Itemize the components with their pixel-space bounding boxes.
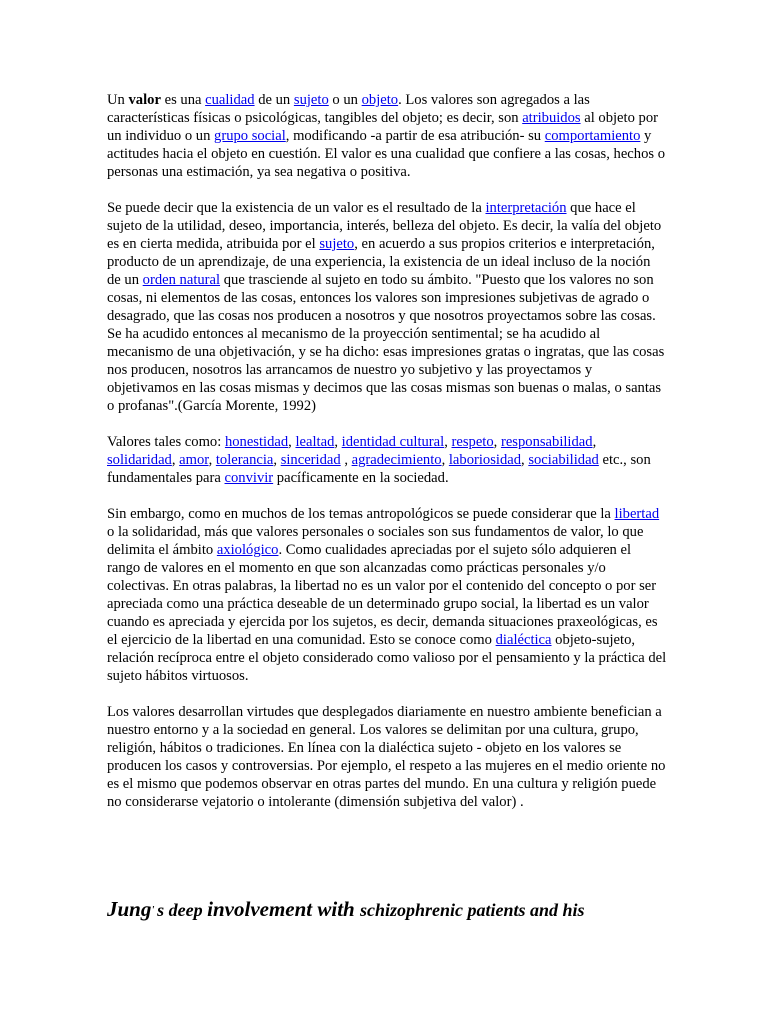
text-run: pacíficamente en la sociedad. (273, 470, 449, 486)
paragraph-virtudes (107, 703, 667, 811)
text-run: o un (328, 92, 362, 108)
link-libertad[interactable]: libertad (614, 506, 660, 522)
link-lealtad[interactable]: lealtad (295, 434, 335, 450)
text-run: objeto-sujeto, relación recíproca entre el objeto considerado como valioso por el pensamiento y la práctica del sujeto hábitos virtuosos. (107, 632, 667, 684)
link-identidad-cultural[interactable]: identidad cultural (341, 434, 445, 450)
text-run: que hace el sujeto de la utilidad, deseo, importancia, interés, belleza del objeto. Es decir, la valía del objeto es en cierta medida, atribuida por el (107, 200, 662, 252)
heading-part: s deep (157, 900, 208, 920)
text-run: . Los valores son agregados a las características físicas o psicológicas, tangibles del objeto; es decir, son (107, 92, 590, 126)
link-sujeto[interactable]: sujeto (319, 236, 355, 252)
paragraph-sin-embargo (107, 505, 667, 685)
text-run: , (288, 434, 296, 450)
text-run: , (521, 452, 529, 468)
link-sinceridad[interactable]: sinceridad (280, 452, 341, 468)
text-run: y actitudes hacia el objeto en cuestión. El valor es una cualidad que confiere a las cosas, hechos o personas una estimación, ya sea negativa o positiva. (107, 128, 665, 180)
text-run: , (334, 434, 342, 450)
text-run: , en acuerdo a sus propios criterios e interpretación, producto de un aprendizaje, de una experiencia, la existencia de un ideal incluso de la noción de un (107, 236, 655, 288)
text-run: de un (254, 92, 294, 108)
link-laboriosidad[interactable]: laboriosidad (448, 452, 522, 468)
bold-term: valor (128, 92, 161, 108)
link-sociabilidad[interactable]: sociabilidad (528, 452, 599, 468)
link-axiológico[interactable]: axiológico (216, 542, 279, 558)
link-comportamiento[interactable]: comportamiento (544, 128, 641, 144)
link-solidaridad[interactable]: solidaridad (107, 452, 172, 468)
text-run: Valores tales como: (107, 434, 225, 450)
link-interpretación[interactable]: interpretación (485, 200, 567, 216)
text-run: , (171, 452, 180, 468)
link-respeto[interactable]: respeto (451, 434, 494, 450)
link-agradecimiento[interactable]: agradecimiento (351, 452, 442, 468)
link-cualidad[interactable]: cualidad (205, 92, 255, 108)
link-sujeto[interactable]: sujeto (293, 92, 329, 108)
paragraph-existencia-valor (107, 199, 667, 415)
text-run: Se puede decir que la existencia de un valor es el resultado de la (107, 200, 486, 216)
text-run: , (273, 452, 281, 468)
link-amor[interactable]: amor (179, 452, 209, 468)
text-run: , (208, 452, 216, 468)
text-run: , (493, 434, 501, 450)
link-objeto[interactable]: objeto (361, 92, 399, 108)
link-honestidad[interactable]: honestidad (224, 434, 289, 450)
text-run: Un (107, 92, 129, 108)
text-run: , modificando -a partir de esa atribución- su (285, 128, 545, 144)
paragraph-valor-definicion (107, 91, 667, 181)
link-orden-natural[interactable]: orden natural (142, 272, 221, 288)
text-run: , (592, 434, 597, 450)
paragraph-valores-tales-como (107, 433, 667, 487)
link-responsabilidad[interactable]: responsabilidad (500, 434, 593, 450)
text-run: etc., son fundamentales para (107, 452, 651, 486)
text-run: que trasciende al sujeto en todo su ámbito. "Puesto que los valores no son cosas, ni elementos de las cosas, entonces los valores son impresiones subjetivas de agrado o desagrado, que las cosas nos producen a nosotros y que nosotros proyectamos sobre las cosas. Se ha acudido entonces al mecanismo de la proyección sentimental; se ha acudido al mecanismo de una objetivación, y se ha dicho: esas impresiones gratas o ingratas, que las cosas nos producen, nosotros las arrancamos de nuestro yo subjetivo y las proyectamos y objetivamos en las cosas mismas y decimos que las cosas mismas son buenas o malas, o santas o profanas".(García Morente, 1992) (107, 272, 665, 414)
text-run: es una (160, 92, 206, 108)
heading-part: Jung (107, 897, 152, 921)
heading-part: involvement with (207, 897, 360, 921)
heading-part: ' (151, 904, 158, 916)
link-atribuidos[interactable]: atribuidos (522, 110, 581, 126)
link-dialéctica[interactable]: dialéctica (495, 632, 552, 648)
link-grupo-social[interactable]: grupo social (214, 128, 286, 144)
text-run: Sin embargo, como en muchos de los temas antropológicos se puede considerar que la (107, 506, 615, 522)
section-heading (107, 896, 707, 924)
text-run: al objeto por un individuo o un (107, 110, 658, 144)
heading-part: schizophrenic patients and his (360, 900, 585, 920)
text-run: , (444, 434, 452, 450)
text-run: . Como cualidades apreciadas por el sujeto sólo adquieren el rango de valores en el momento en que son alcanzadas como prácticas personales y/o colectivas. En otras palabras, la libertad no es un valor por el contenido del concepto o por ser apreciada como una práctica deseable de un determinado grupo social, la libertad es un valor cuando es apreciada y ejercida por los sujetos, es decir, demanda situaciones praxeológicas, es el ejercicio de la libertad en una comunidad. Esto se conoce como (107, 542, 658, 648)
document-body (107, 91, 667, 829)
text-run: , (441, 452, 449, 468)
link-convivir[interactable]: convivir (224, 470, 274, 486)
text-run: o la solidaridad, más que valores personales o sociales son sus fundamentos de valor, lo que delimita el ámbito (107, 524, 644, 558)
text-run: , (340, 452, 352, 468)
link-tolerancia[interactable]: tolerancia (215, 452, 274, 468)
text-run: Los valores desarrollan virtudes que desplegados diariamente en nuestro ambiente benefician a nuestro entorno y a la sociedad en general. Los valores se delimitan por una cultura, grupo, religión, hábitos o tradiciones. En línea con la dialéctica sujeto - objeto en los valores se producen los casos y controversias. Por ejemplo, el respeto a las mujeres en el medio oriente no es el mismo que podemos observar en otras partes del mundo. En una cultura y religión puede no considerarse vejatorio o intolerante (dimensión subjetiva del valor) . (107, 704, 666, 810)
